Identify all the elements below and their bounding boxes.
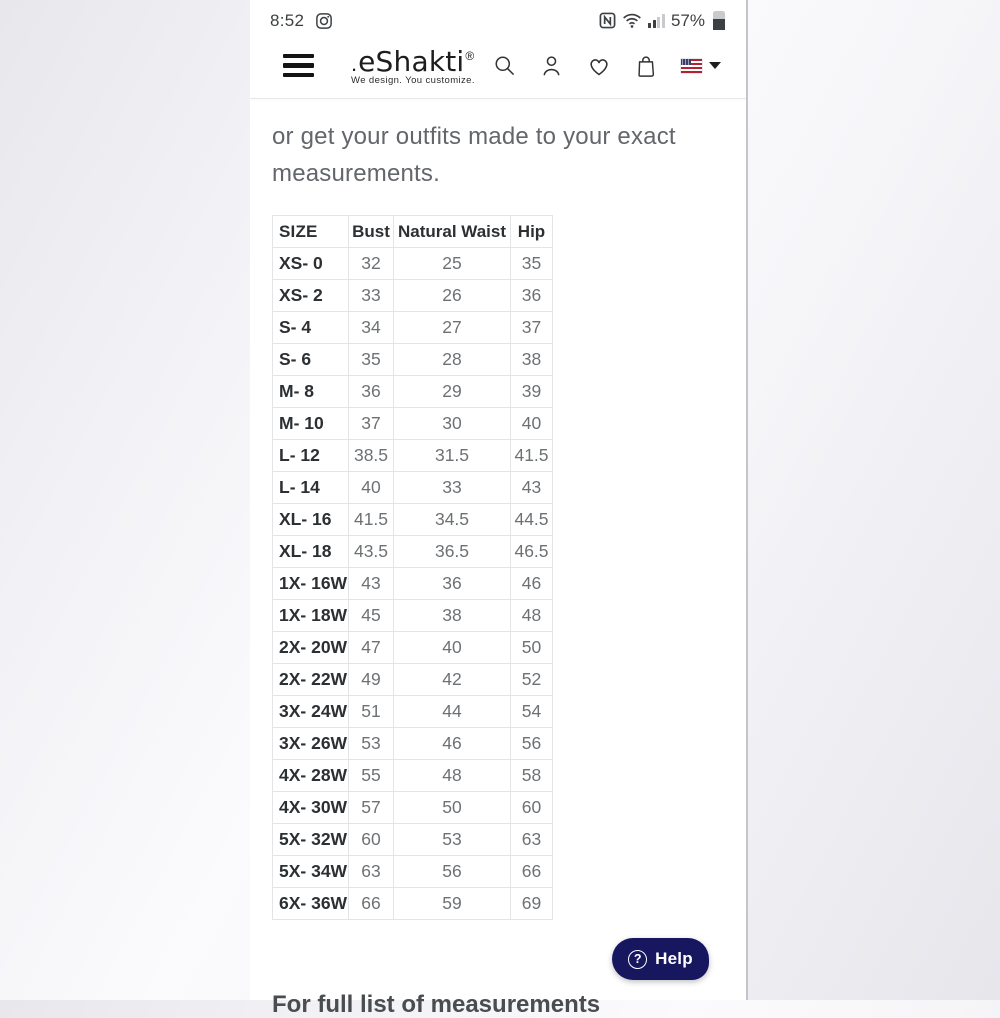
table-row [273, 696, 553, 728]
cell-bust: 36 [349, 376, 394, 408]
cell-waist: 34.5 [394, 504, 511, 536]
clipped-bottom-text: For full list of measurements [272, 991, 601, 1018]
cell-size: S- 6 [273, 344, 349, 376]
table-row [273, 376, 553, 408]
cell-hip: 50 [511, 632, 553, 664]
table-row [273, 408, 553, 440]
phone-screen [250, 0, 748, 1018]
table-header-row [273, 216, 553, 248]
table-row [273, 280, 553, 312]
cell-size: 2X- 20W [273, 632, 349, 664]
cell-bust: 66 [349, 888, 394, 920]
wishlist-heart-icon[interactable] [587, 55, 611, 77]
table-row [273, 856, 553, 888]
cell-hip: 38 [511, 344, 553, 376]
cell-hip: 39 [511, 376, 553, 408]
cell-waist: 56 [394, 856, 511, 888]
battery-icon [713, 11, 725, 30]
cell-waist: 42 [394, 664, 511, 696]
cell-bust: 40 [349, 472, 394, 504]
wifi-icon [622, 12, 642, 29]
nfc-icon [599, 12, 616, 29]
table-row [273, 760, 553, 792]
table-row [273, 472, 553, 504]
cell-size: L- 12 [273, 440, 349, 472]
cell-size: S- 4 [273, 312, 349, 344]
cell-bust: 55 [349, 760, 394, 792]
table-row [273, 440, 553, 472]
cell-waist: 25 [394, 248, 511, 280]
cell-bust: 37 [349, 408, 394, 440]
shopping-bag-icon[interactable] [635, 54, 657, 78]
cell-size: 3X- 24W [273, 696, 349, 728]
table-row [273, 248, 553, 280]
header-divider [250, 98, 746, 99]
help-button[interactable] [612, 938, 709, 980]
table-row [273, 728, 553, 760]
table-row [273, 632, 553, 664]
cell-size: 5X- 34W [273, 856, 349, 888]
cell-waist: 38 [394, 600, 511, 632]
cell-hip: 52 [511, 664, 553, 696]
site-header [250, 32, 746, 98]
cell-bust: 32 [349, 248, 394, 280]
cell-bust: 63 [349, 856, 394, 888]
cell-waist: 36.5 [394, 536, 511, 568]
cell-hip: 40 [511, 408, 553, 440]
intro-text: or get your outfits made to your exact measurements. [272, 123, 676, 187]
cell-waist: 29 [394, 376, 511, 408]
cell-hip: 36 [511, 280, 553, 312]
cell-hip: 46 [511, 568, 553, 600]
country-selector[interactable] [681, 59, 721, 73]
cell-hip: 48 [511, 600, 553, 632]
cell-size: 1X- 16W [273, 568, 349, 600]
signal-icon [648, 14, 665, 28]
cell-size: 1X- 18W [273, 600, 349, 632]
table-row [273, 312, 553, 344]
table-row [273, 536, 553, 568]
cell-waist: 26 [394, 280, 511, 312]
instagram-icon [315, 12, 333, 30]
cell-waist: 31.5 [394, 440, 511, 472]
table-row [273, 792, 553, 824]
cell-waist: 48 [394, 760, 511, 792]
cell-waist: 50 [394, 792, 511, 824]
question-circle-icon: ? [628, 950, 647, 969]
cell-hip: 43 [511, 472, 553, 504]
cell-bust: 60 [349, 824, 394, 856]
cell-size: XS- 2 [273, 280, 349, 312]
cell-bust: 49 [349, 664, 394, 696]
battery-percent: 57% [670, 10, 705, 30]
account-icon[interactable] [540, 54, 563, 77]
table-row [273, 344, 553, 376]
column-header-hip: Hip [511, 216, 553, 248]
cell-waist: 28 [394, 344, 511, 376]
cell-size: 4X- 28W [273, 760, 349, 792]
cell-bust: 33 [349, 280, 394, 312]
table-row [273, 824, 553, 856]
cell-hip: 58 [511, 760, 553, 792]
cell-bust: 38.5 [349, 440, 394, 472]
cell-waist: 59 [394, 888, 511, 920]
logo-text: eShakti [358, 45, 465, 78]
cell-waist: 53 [394, 824, 511, 856]
help-button-label: Help [655, 949, 693, 968]
cell-bust: 45 [349, 600, 394, 632]
cell-size: M- 10 [273, 408, 349, 440]
table-row [273, 664, 553, 696]
size-chart-table [272, 215, 553, 920]
eshakti-logo[interactable] [351, 45, 475, 86]
cell-hip: 37 [511, 312, 553, 344]
logo-tagline: We design. You customize. [351, 75, 475, 86]
cell-hip: 56 [511, 728, 553, 760]
cell-size: 6X- 36W [273, 888, 349, 920]
cell-waist: 46 [394, 728, 511, 760]
table-row [273, 888, 553, 920]
status-bar [250, 0, 746, 32]
column-header-bust: Bust [349, 216, 394, 248]
cell-size: 3X- 26W [273, 728, 349, 760]
cell-waist: 40 [394, 632, 511, 664]
cell-hip: 41.5 [511, 440, 553, 472]
cell-size: M- 8 [273, 376, 349, 408]
cell-waist: 30 [394, 408, 511, 440]
menu-icon[interactable] [283, 54, 314, 78]
cell-bust: 35 [349, 344, 394, 376]
table-row [273, 504, 553, 536]
cell-hip: 63 [511, 824, 553, 856]
cell-hip: 66 [511, 856, 553, 888]
cell-size: 4X- 30W [273, 792, 349, 824]
column-header-size: SIZE [273, 216, 349, 248]
us-flag-icon [681, 59, 702, 73]
search-icon[interactable] [493, 54, 516, 77]
cell-bust: 51 [349, 696, 394, 728]
cell-hip: 46.5 [511, 536, 553, 568]
cell-waist: 36 [394, 568, 511, 600]
logo-dot: . [351, 51, 358, 76]
cell-size: 5X- 32W [273, 824, 349, 856]
table-row [273, 568, 553, 600]
cell-bust: 43.5 [349, 536, 394, 568]
cell-bust: 34 [349, 312, 394, 344]
cell-hip: 44.5 [511, 504, 553, 536]
cell-hip: 35 [511, 248, 553, 280]
cell-hip: 54 [511, 696, 553, 728]
cell-bust: 47 [349, 632, 394, 664]
status-time: 8:52 [270, 10, 305, 30]
cell-size: 2X- 22W [273, 664, 349, 696]
cell-size: L- 14 [273, 472, 349, 504]
registered-mark: ® [465, 49, 475, 63]
table-row [273, 600, 553, 632]
cell-hip: 69 [511, 888, 553, 920]
cell-bust: 43 [349, 568, 394, 600]
cell-hip: 60 [511, 792, 553, 824]
caret-down-icon [709, 62, 721, 69]
cell-waist: 27 [394, 312, 511, 344]
cell-bust: 53 [349, 728, 394, 760]
size-table-body [273, 248, 553, 920]
cell-bust: 57 [349, 792, 394, 824]
cell-bust: 41.5 [349, 504, 394, 536]
cell-waist: 33 [394, 472, 511, 504]
cell-size: XS- 0 [273, 248, 349, 280]
column-header-waist: Natural Waist [394, 216, 511, 248]
cell-size: XL- 18 [273, 536, 349, 568]
cell-size: XL- 16 [273, 504, 349, 536]
cell-waist: 44 [394, 696, 511, 728]
